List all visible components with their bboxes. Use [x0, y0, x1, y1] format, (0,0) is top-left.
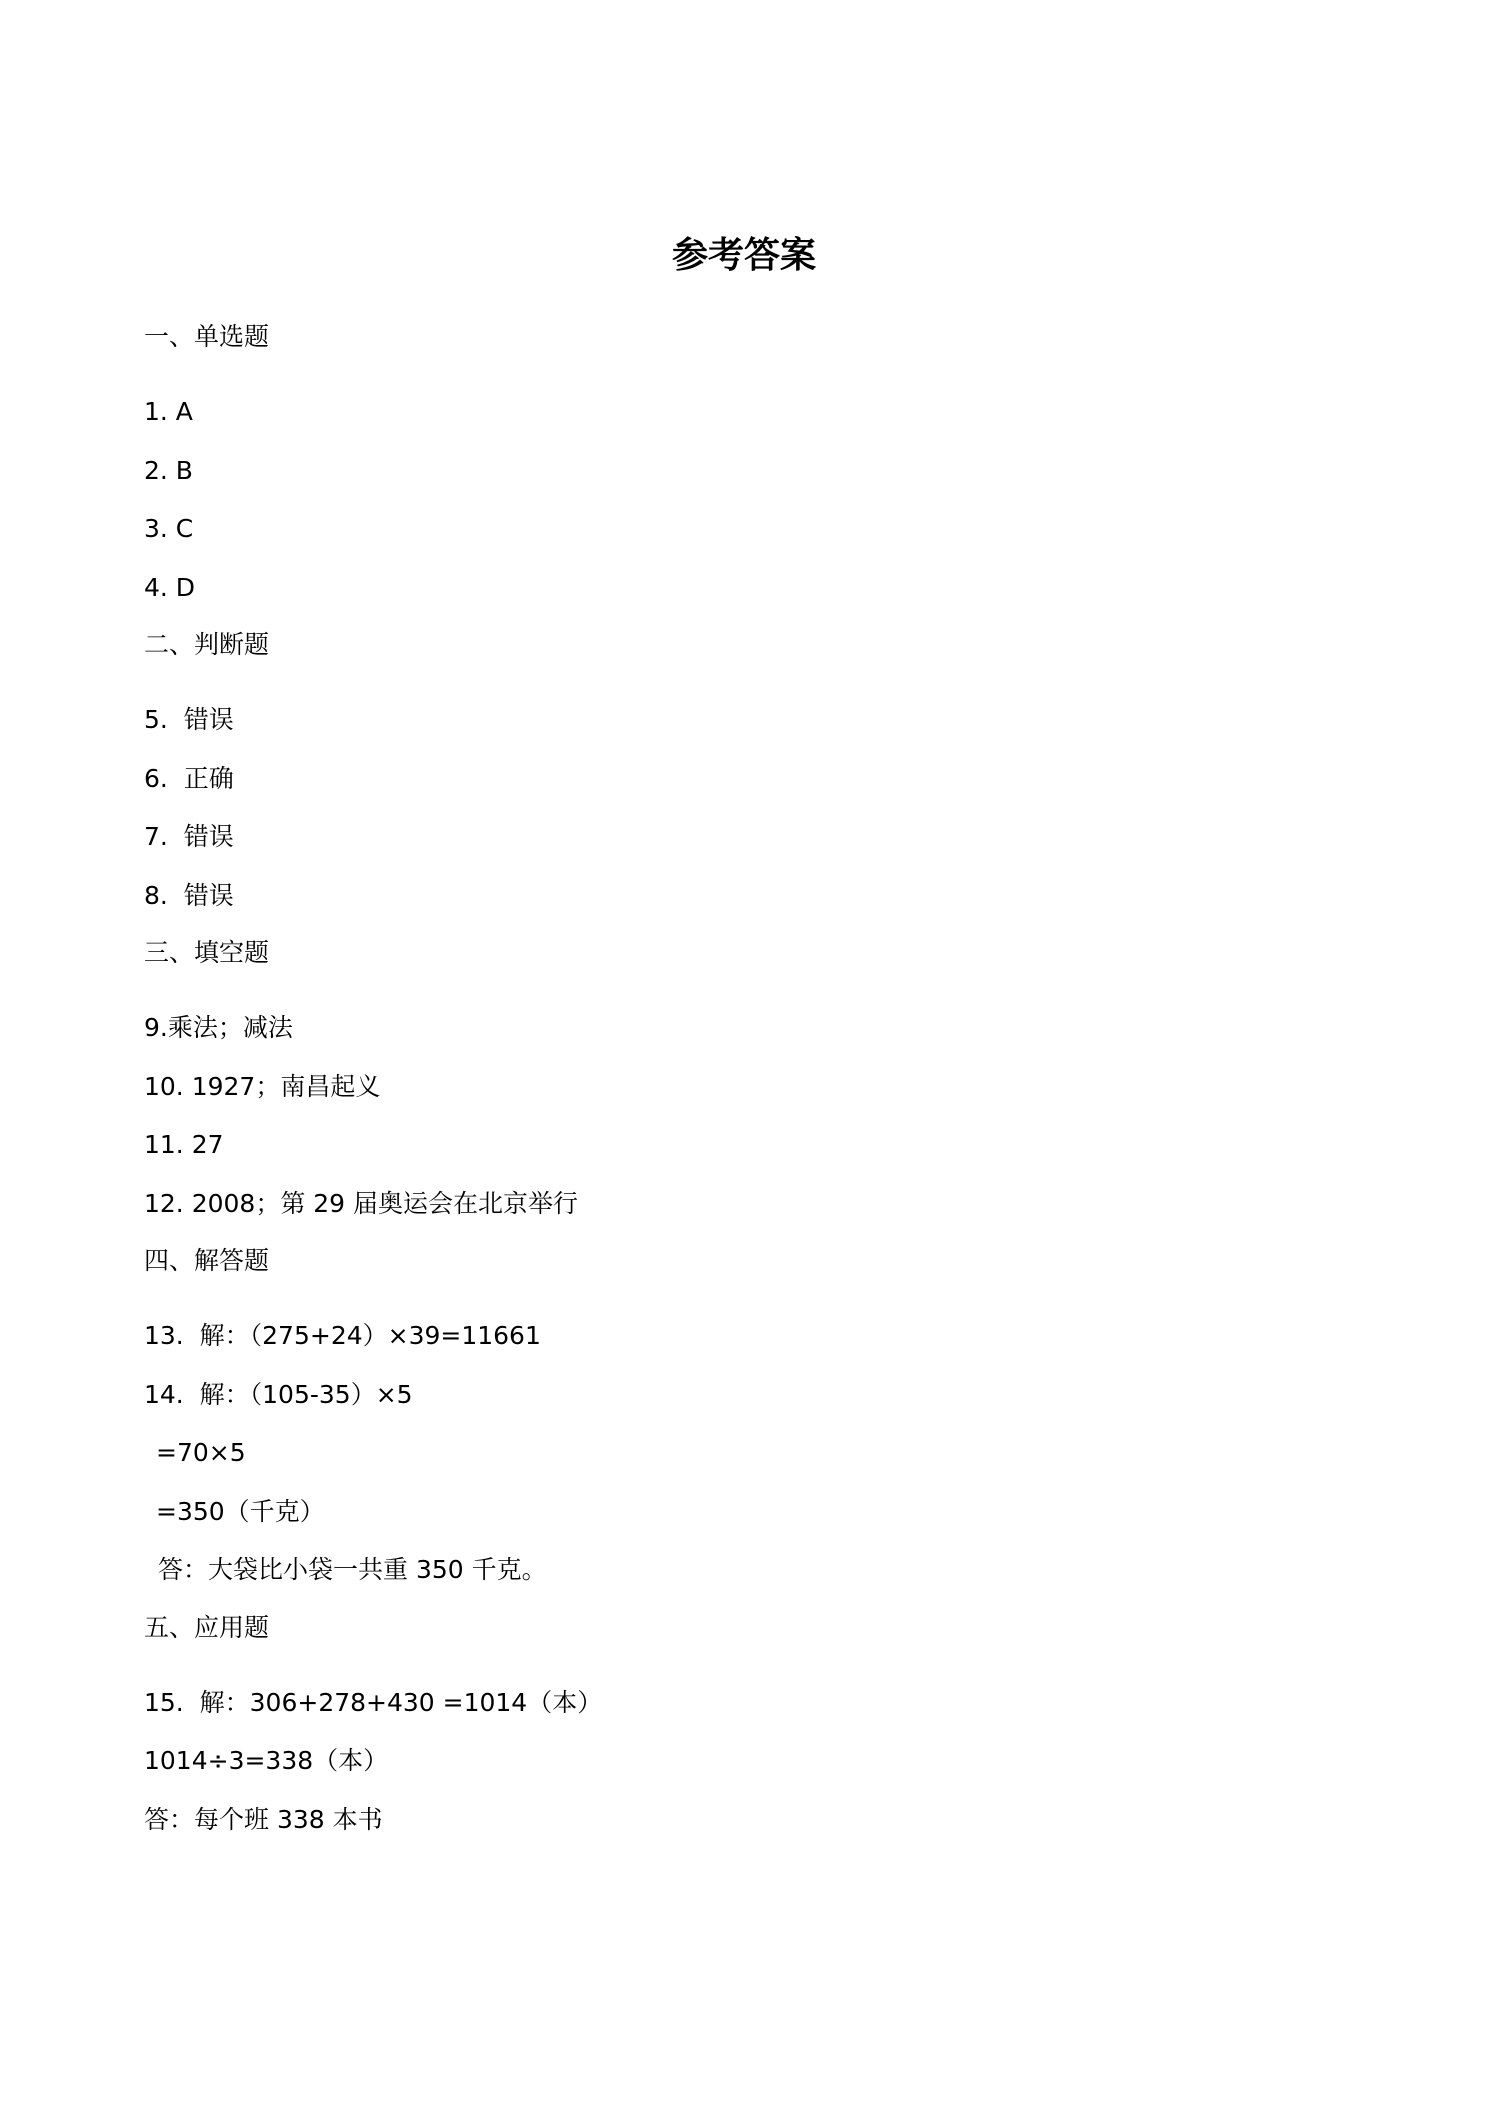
answer-item: 14. 解：（105-35）×5 — [144, 1380, 413, 1409]
answer-item: 6. 正确 — [144, 764, 234, 793]
answer-item: 10. 1927；南昌起义 — [144, 1072, 381, 1101]
answer-item: 4. D — [144, 573, 196, 602]
answer-item: 答：每个班 338 本书 — [144, 1805, 383, 1834]
answer-item: 9.乘法；减法 — [144, 1013, 293, 1042]
answer-item: 7. 错误 — [144, 822, 234, 851]
section-heading-solve: 四、解答题 — [144, 1246, 270, 1275]
answer-item: 5. 错误 — [144, 705, 234, 734]
section-heading-application: 五、应用题 — [144, 1613, 270, 1642]
answer-item: 13. 解：（275+24）×39=11661 — [144, 1321, 541, 1350]
answer-item: 11. 27 — [144, 1130, 224, 1159]
answer-item: 3. C — [144, 514, 194, 543]
answer-item: =350（千克） — [156, 1497, 325, 1526]
answer-item: 12. 2008；第 29 届奥运会在北京举行 — [144, 1189, 579, 1218]
answer-item: 8. 错误 — [144, 881, 234, 910]
answer-item: 2. B — [144, 456, 193, 485]
answer-item: 1. A — [144, 397, 193, 426]
section-heading-fill-blank: 三、填空题 — [144, 938, 270, 967]
page-title: 参考答案 — [671, 235, 816, 276]
answer-item: 15. 解：306+278+430 =1014（本） — [144, 1688, 603, 1717]
answer-item: 1014÷3=338（本） — [144, 1746, 389, 1775]
section-heading-single-choice: 一、单选题 — [144, 322, 270, 351]
answer-item: 答：大袋比小袋一共重 350 千克。 — [158, 1555, 547, 1584]
section-heading-true-false: 二、判断题 — [144, 630, 270, 659]
answer-item: =70×5 — [156, 1438, 246, 1467]
